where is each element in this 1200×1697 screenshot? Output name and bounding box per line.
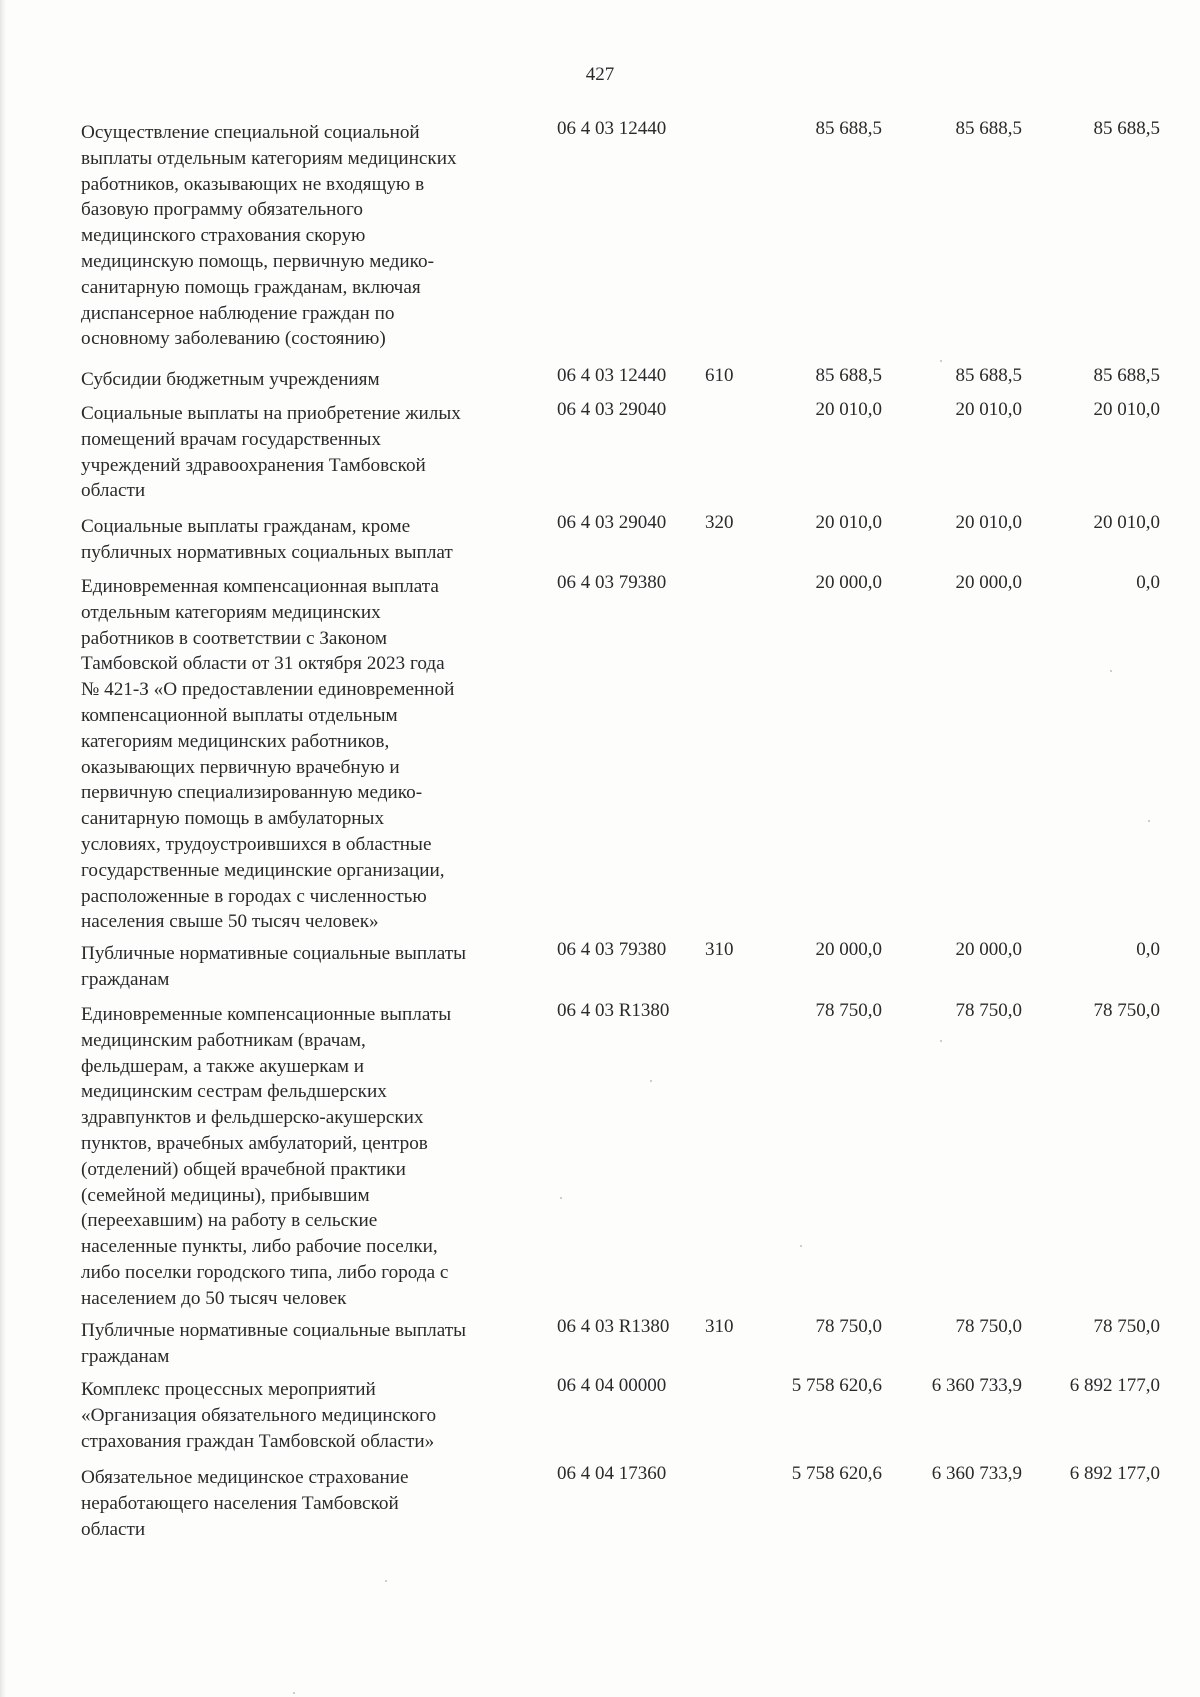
row-value-year-1: 5 758 620,6	[791, 1375, 882, 1396]
scan-edge-shadow	[0, 0, 6, 1697]
row-code: 06 4 04 00000	[557, 1375, 667, 1396]
row-name: Обязательное медицинское страхование неработающего населения Тамбовской области	[81, 1467, 409, 1540]
row-code: 06 4 03 12440	[557, 118, 667, 139]
row-code: 06 4 04 17360	[557, 1463, 667, 1484]
row-value-year-2: 20 000,0	[955, 572, 1022, 593]
row-value-year-3: 0,0	[1136, 572, 1160, 593]
row-name: Публичные нормативные социальные выплаты гражданам	[81, 943, 467, 990]
row-expense-type: 320	[705, 512, 734, 533]
row-value-year-2: 20 010,0	[955, 399, 1022, 420]
row-name: Социальные выплаты на приобретение жилых помещений врачам государственных учреждений здравоохранения Тамбовской области	[81, 403, 461, 502]
row-value-year-1: 20 010,0	[815, 399, 882, 420]
row-value-year-3: 6 892 177,0	[1069, 1375, 1160, 1396]
scan-speck	[940, 1040, 942, 1042]
row-value-year-1: 85 688,5	[815, 118, 882, 139]
row-value-year-1: 5 758 620,6	[791, 1463, 882, 1484]
row-value-year-3: 85 688,5	[1093, 118, 1160, 139]
row-name: Осуществление специальной социальной выплаты отдельным категориям медицинских работников, оказывающих не входящую в базовую программу обязательного медицинского страхования скорую медицинскую помощь, первичную медико- санитарную помощь гражданам, включая диспансерное наблюдение граждан по основному заболеванию (состоянию)	[81, 122, 457, 350]
scan-speck	[385, 1580, 387, 1582]
row-code: 06 4 03 79380	[557, 939, 667, 960]
row-value-year-1: 78 750,0	[815, 1000, 882, 1021]
row-expense-type: 310	[705, 939, 734, 960]
row-value-year-1: 20 000,0	[815, 939, 882, 960]
row-value-year-2: 20 010,0	[955, 512, 1022, 533]
row-value-year-2: 78 750,0	[955, 1316, 1022, 1337]
scan-speck	[560, 1197, 562, 1199]
scan-speck	[800, 1245, 802, 1247]
page-number: 427	[585, 64, 615, 85]
row-value-year-2: 85 688,5	[955, 365, 1022, 386]
row-code: 06 4 03 29040	[557, 512, 667, 533]
row-value-year-1: 20 000,0	[815, 572, 882, 593]
row-name: Единовременная компенсационная выплата отдельным категориям медицинских работников в соответствии с Законом Тамбовской области от 31 октября 2023 года № 421-З «О предоставлении единовременной компенсационной выплаты отдельным категориям медицинских работников, оказывающих первичную врачебную и первичную специализированную медико- санитарную помощь в амбулаторных условиях, трудоустроившихся в областные государственные медицинские организации, расположенные в городах с численностью населения свыше 50 тысяч человек»	[81, 576, 455, 933]
row-expense-type: 310	[705, 1316, 734, 1337]
row-value-year-2: 85 688,5	[955, 118, 1022, 139]
row-value-year-3: 78 750,0	[1093, 1000, 1160, 1021]
row-expense-type: 610	[705, 365, 734, 386]
scan-speck	[940, 360, 942, 362]
row-value-year-2: 20 000,0	[955, 939, 1022, 960]
row-value-year-3: 0,0	[1136, 939, 1160, 960]
row-value-year-3: 85 688,5	[1093, 365, 1160, 386]
row-value-year-2: 6 360 733,9	[931, 1375, 1022, 1396]
row-value-year-3: 20 010,0	[1093, 399, 1160, 420]
row-value-year-3: 6 892 177,0	[1069, 1463, 1160, 1484]
row-code: 06 4 03 R1380	[557, 1316, 670, 1337]
row-name: Комплекс процессных мероприятий «Организация обязательного медицинского страхования граждан Тамбовской области»	[81, 1379, 437, 1452]
row-code: 06 4 03 29040	[557, 399, 667, 420]
row-value-year-1: 85 688,5	[815, 365, 882, 386]
row-value-year-1: 20 010,0	[815, 512, 882, 533]
row-code: 06 4 03 12440	[557, 365, 667, 386]
row-value-year-2: 78 750,0	[955, 1000, 1022, 1021]
row-value-year-2: 6 360 733,9	[931, 1463, 1022, 1484]
row-name: Публичные нормативные социальные выплаты гражданам	[81, 1320, 467, 1367]
row-name: Единовременные компенсационные выплаты медицинским работникам (врачам, фельдшерам, а также акушеркам и медицинским сестрам фельдшерских здравпунктов и фельдшерско-акушерских пунктов, врачебных амбулаторий, центров (отделений) общей врачебной практики (семейной медицины), прибывшим (переехавшим) на работу в сельские населенные пункты, либо рабочие поселки, либо поселки городского типа, либо города с населением до 50 тысяч человек	[81, 1004, 452, 1309]
row-value-year-3: 78 750,0	[1093, 1316, 1160, 1337]
scan-speck	[1110, 670, 1112, 672]
row-value-year-1: 78 750,0	[815, 1316, 882, 1337]
scan-speck	[1148, 820, 1150, 822]
row-value-year-3: 20 010,0	[1093, 512, 1160, 533]
row-name: Субсидии бюджетным учреждениям	[81, 369, 380, 390]
row-code: 06 4 03 79380	[557, 572, 667, 593]
scan-speck	[293, 1692, 295, 1694]
row-name: Социальные выплаты гражданам, кроме публичных нормативных социальных выплат	[81, 516, 453, 563]
scan-speck	[650, 1080, 652, 1082]
row-code: 06 4 03 R1380	[557, 1000, 670, 1021]
